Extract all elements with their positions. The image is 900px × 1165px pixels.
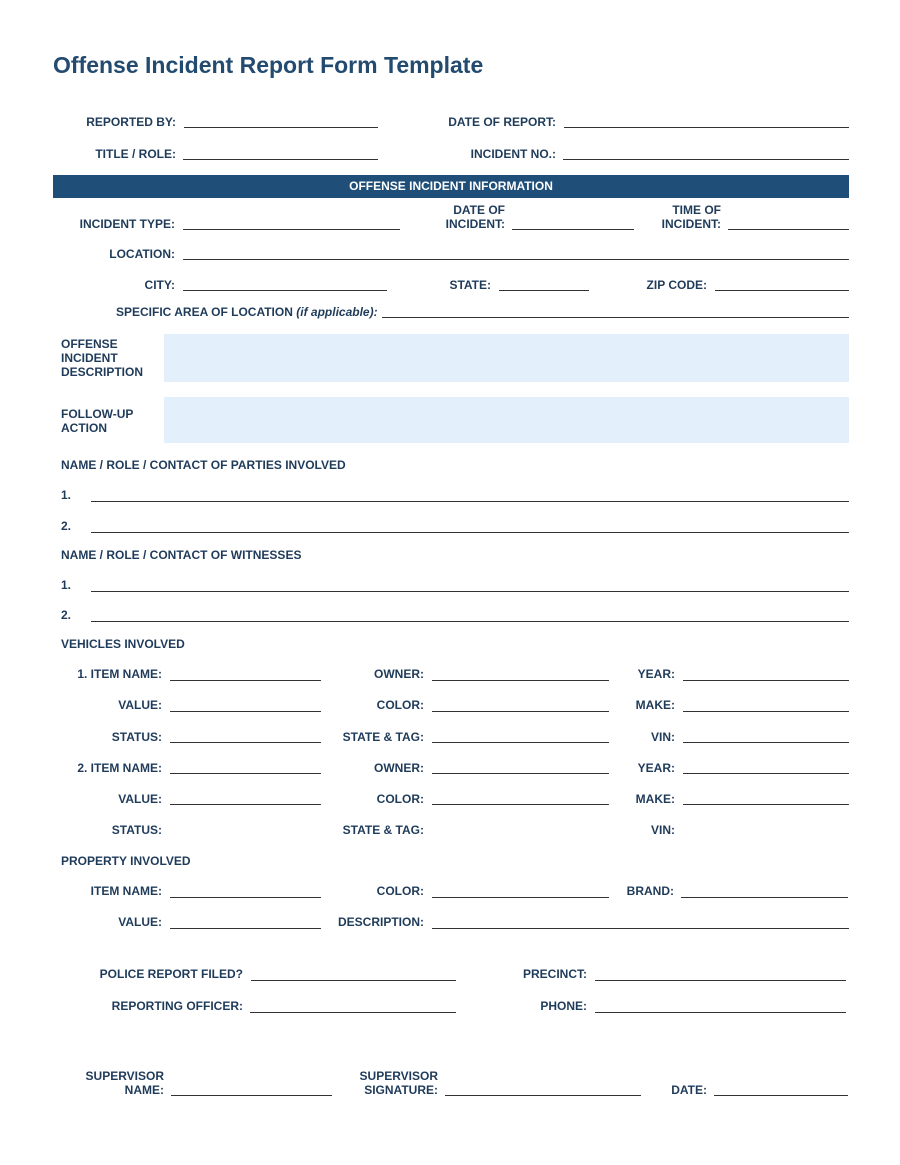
parties-num-1: 1. — [61, 488, 72, 502]
date-of-incident-label-1: DATE OF — [453, 203, 505, 217]
vehicle1-make-field[interactable] — [683, 711, 849, 712]
time-of-incident-label-2: INCIDENT: — [661, 217, 721, 231]
vehicle2-item-name-field[interactable] — [170, 773, 321, 774]
vehicle2-make-field[interactable] — [683, 804, 849, 805]
title-role-label: TITLE / ROLE: — [95, 147, 176, 161]
reported-by-label: REPORTED BY: — [86, 115, 176, 129]
title-role-field[interactable] — [183, 159, 378, 160]
city-label: CITY: — [144, 278, 175, 292]
property-color-field[interactable] — [432, 897, 609, 898]
vehicle2-owner-field[interactable] — [432, 773, 609, 774]
vehicles-heading: VEHICLES INVOLVED — [61, 637, 185, 651]
followup-label-1: FOLLOW-UP — [61, 407, 134, 421]
vehicle2-value-label: VALUE: — [118, 792, 162, 806]
property-value-field[interactable] — [170, 928, 321, 929]
location-field[interactable] — [183, 259, 849, 260]
phone-field[interactable] — [595, 1012, 846, 1013]
supervisor-date-field[interactable] — [714, 1095, 848, 1096]
section-band-incident-info: OFFENSE INCIDENT INFORMATION — [53, 175, 849, 198]
property-item-name-field[interactable] — [170, 897, 321, 898]
supervisor-name-label-2: NAME: — [124, 1083, 164, 1097]
zip-code-label: ZIP CODE: — [646, 278, 707, 292]
property-description-field[interactable] — [432, 928, 849, 929]
location-label: LOCATION: — [109, 247, 175, 261]
vehicle1-color-field[interactable] — [432, 711, 609, 712]
supervisor-signature-label-2: SIGNATURE: — [364, 1083, 438, 1097]
vehicle1-owner-label: OWNER: — [374, 667, 424, 681]
vehicle1-year-field[interactable] — [683, 680, 849, 681]
property-heading: PROPERTY INVOLVED — [61, 854, 191, 868]
vehicle2-color-label: COLOR: — [376, 792, 424, 806]
vehicle1-value-field[interactable] — [170, 711, 321, 712]
incident-no-field[interactable] — [563, 159, 849, 160]
incident-type-label: INCIDENT TYPE: — [79, 217, 175, 231]
followup-textarea[interactable] — [164, 397, 849, 443]
time-of-incident-field[interactable] — [728, 229, 849, 230]
property-brand-label: BRAND: — [626, 884, 674, 898]
vehicle2-color-field[interactable] — [432, 804, 609, 805]
parties-num-2: 2. — [61, 519, 72, 533]
description-label-1: OFFENSE — [61, 337, 118, 351]
police-report-filed-field[interactable] — [251, 980, 456, 981]
date-of-incident-field[interactable] — [512, 229, 634, 230]
witnesses-num-2: 2. — [61, 608, 72, 622]
description-label-3: DESCRIPTION — [61, 365, 144, 379]
phone-label: PHONE: — [540, 999, 587, 1013]
date-of-report-label: DATE OF REPORT: — [448, 115, 556, 129]
vehicle2-year-field[interactable] — [683, 773, 849, 774]
witnesses-field-2[interactable] — [91, 621, 849, 622]
vehicle2-value-field[interactable] — [170, 804, 321, 805]
property-item-name-label: ITEM NAME: — [90, 884, 162, 898]
supervisor-name-field[interactable] — [171, 1095, 332, 1096]
description-textarea[interactable] — [164, 334, 849, 382]
date-of-report-field[interactable] — [564, 127, 849, 128]
vehicle1-value-label: VALUE: — [118, 698, 162, 712]
reporting-officer-label: REPORTING OFFICER: — [111, 999, 243, 1013]
time-of-incident-label-1: TIME OF — [672, 203, 721, 217]
city-field[interactable] — [183, 290, 387, 291]
vehicle1-vin-label: VIN: — [651, 730, 675, 744]
property-description-label: DESCRIPTION: — [337, 915, 424, 929]
vehicle1-state-tag-field[interactable] — [432, 742, 609, 743]
specific-area-field[interactable] — [382, 317, 849, 318]
vehicle1-item-name-label: 1. ITEM NAME: — [77, 667, 162, 681]
parties-heading: NAME / ROLE / CONTACT OF PARTIES INVOLVED — [61, 458, 346, 472]
state-field[interactable] — [499, 290, 589, 291]
reported-by-field[interactable] — [184, 127, 378, 128]
vehicle1-status-field[interactable] — [170, 742, 321, 743]
vehicle1-year-label: YEAR: — [637, 667, 675, 681]
incident-no-label: INCIDENT NO.: — [470, 147, 556, 161]
supervisor-name-label-1: SUPERVISOR — [85, 1069, 164, 1083]
vehicle1-vin-field[interactable] — [683, 742, 849, 743]
witnesses-heading: NAME / ROLE / CONTACT OF WITNESSES — [61, 548, 302, 562]
vehicle1-color-label: COLOR: — [376, 698, 424, 712]
vehicle1-status-label: STATUS: — [111, 730, 162, 744]
vehicle2-owner-label: OWNER: — [374, 761, 424, 775]
supervisor-date-label: DATE: — [671, 1083, 707, 1097]
supervisor-signature-label-1: SUPERVISOR — [359, 1069, 438, 1083]
vehicle1-state-tag-label: STATE & TAG: — [342, 730, 424, 744]
vehicle1-owner-field[interactable] — [432, 680, 609, 681]
supervisor-signature-field[interactable] — [445, 1095, 641, 1096]
vehicle1-item-name-field[interactable] — [170, 680, 321, 681]
vehicle2-item-name-label: 2. ITEM NAME: — [77, 761, 162, 775]
reporting-officer-field[interactable] — [250, 1012, 456, 1013]
parties-field-2[interactable] — [91, 532, 849, 533]
page-title: Offense Incident Report Form Template — [53, 52, 484, 78]
incident-type-field[interactable] — [183, 229, 400, 230]
vehicle1-make-label: MAKE: — [635, 698, 675, 712]
vehicle2-state-tag-label: STATE & TAG: — [342, 823, 424, 837]
vehicle2-year-label: YEAR: — [637, 761, 675, 775]
precinct-label: PRECINCT: — [522, 967, 587, 981]
property-value-label: VALUE: — [118, 915, 162, 929]
specific-area-label: SPECIFIC AREA OF LOCATION (if applicable): — [116, 305, 378, 319]
property-color-label: COLOR: — [376, 884, 424, 898]
followup-label-2: ACTION — [61, 421, 107, 435]
parties-field-1[interactable] — [91, 501, 849, 502]
vehicle2-status-label: STATUS: — [111, 823, 162, 837]
property-brand-field[interactable] — [681, 897, 848, 898]
zip-code-field[interactable] — [715, 290, 849, 291]
witnesses-num-1: 1. — [61, 578, 72, 592]
date-of-incident-label-2: INCIDENT: — [445, 217, 505, 231]
vehicle2-vin-label: VIN: — [651, 823, 675, 837]
description-label-2: INCIDENT — [61, 351, 118, 365]
police-report-filed-label: POLICE REPORT FILED? — [99, 967, 243, 981]
vehicle2-make-label: MAKE: — [635, 792, 675, 806]
precinct-field[interactable] — [595, 980, 846, 981]
state-label: STATE: — [449, 278, 491, 292]
witnesses-field-1[interactable] — [91, 591, 849, 592]
